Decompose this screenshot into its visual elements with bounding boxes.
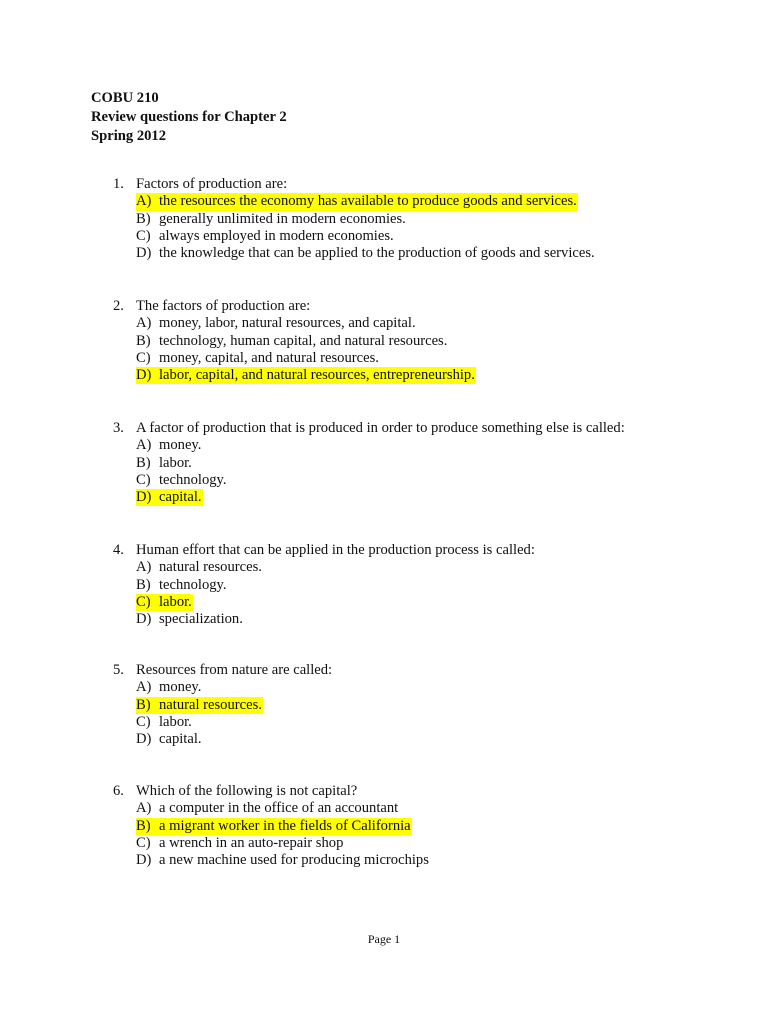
question-2 bbox=[113, 298, 476, 384]
option-list bbox=[136, 679, 332, 748]
option-text: natural resources. bbox=[159, 559, 262, 576]
option-text: a wrench in an auto-repair shop bbox=[159, 834, 344, 851]
question-1 bbox=[113, 176, 596, 262]
option-text: labor. bbox=[159, 713, 192, 730]
option-letter: B) bbox=[136, 696, 151, 713]
question-text: The factors of production are: bbox=[136, 298, 311, 314]
option-text: the resources the economy has available to produce goods and services. bbox=[159, 193, 577, 210]
option-d bbox=[136, 611, 535, 628]
option-a bbox=[136, 437, 625, 454]
option-letter: C) bbox=[136, 227, 151, 244]
document-title: Review questions for Chapter 2 bbox=[91, 109, 287, 125]
option-list bbox=[136, 437, 625, 506]
option-d bbox=[136, 245, 596, 262]
option-text: a migrant worker in the fields of California bbox=[159, 817, 411, 834]
question-number: 1. bbox=[113, 176, 124, 192]
option-text: labor. bbox=[159, 454, 192, 471]
question-text: Resources from nature are called: bbox=[136, 662, 333, 678]
option-text: generally unlimited in modern economies. bbox=[159, 210, 406, 227]
question-number: 4. bbox=[113, 542, 124, 558]
option-letter: D) bbox=[136, 245, 152, 262]
option-letter: B) bbox=[136, 210, 151, 227]
option-letter: D) bbox=[136, 731, 152, 748]
option-letter: D) bbox=[136, 367, 152, 384]
option-a bbox=[136, 679, 332, 696]
option-letter: C) bbox=[136, 713, 151, 730]
option-c bbox=[136, 350, 476, 367]
option-a bbox=[136, 800, 430, 817]
option-text: technology. bbox=[159, 576, 227, 593]
option-text: a computer in the office of an accountant bbox=[159, 800, 399, 817]
option-d bbox=[136, 731, 332, 748]
question-text: Human effort that can be applied in the production process is called: bbox=[136, 542, 535, 558]
option-letter: A) bbox=[136, 193, 152, 210]
option-b bbox=[136, 333, 476, 350]
option-list bbox=[136, 800, 430, 869]
option-b bbox=[136, 211, 596, 228]
question-number: 5. bbox=[113, 662, 124, 678]
option-c bbox=[136, 472, 625, 489]
document-header bbox=[91, 89, 287, 146]
question-4 bbox=[113, 542, 535, 628]
option-c bbox=[136, 594, 535, 611]
option-d bbox=[136, 489, 625, 506]
question-number: 6. bbox=[113, 783, 124, 799]
option-text: money. bbox=[159, 679, 202, 696]
option-letter: B) bbox=[136, 576, 151, 593]
option-text: money, capital, and natural resources. bbox=[159, 349, 379, 366]
option-text: money. bbox=[159, 437, 202, 454]
option-text: the knowledge that can be applied to the production of goods and services. bbox=[159, 245, 595, 262]
option-letter: D) bbox=[136, 852, 152, 869]
option-d bbox=[136, 852, 430, 869]
option-b bbox=[136, 697, 332, 714]
question-5 bbox=[113, 662, 332, 748]
option-c bbox=[136, 835, 430, 852]
option-c bbox=[136, 714, 332, 731]
option-letter: D) bbox=[136, 611, 152, 628]
option-b bbox=[136, 577, 535, 594]
option-b bbox=[136, 818, 430, 835]
course-code: COBU 210 bbox=[91, 90, 159, 106]
option-letter: D) bbox=[136, 489, 152, 506]
option-text: labor, capital, and natural resources, entrepreneurship. bbox=[159, 367, 475, 384]
option-a bbox=[136, 193, 596, 210]
option-letter: A) bbox=[136, 800, 152, 817]
page-number: Page 1 bbox=[367, 932, 401, 946]
question-text: A factor of production that is produced in order to produce something else is called: bbox=[136, 420, 625, 436]
option-letter: B) bbox=[136, 454, 151, 471]
option-text: a new machine used for producing microchips bbox=[159, 852, 429, 869]
option-text: natural resources. bbox=[159, 696, 262, 713]
question-3 bbox=[113, 420, 625, 506]
option-letter: C) bbox=[136, 471, 151, 488]
option-text: specialization. bbox=[159, 611, 243, 628]
question-number: 2. bbox=[113, 298, 124, 314]
option-letter: C) bbox=[136, 349, 151, 366]
option-letter: A) bbox=[136, 315, 152, 332]
question-number: 3. bbox=[113, 420, 124, 436]
option-d bbox=[136, 367, 476, 384]
option-letter: A) bbox=[136, 679, 152, 696]
option-a bbox=[136, 559, 535, 576]
question-6 bbox=[113, 783, 430, 869]
option-text: capital. bbox=[159, 489, 202, 506]
option-text: money, labor, natural resources, and capital. bbox=[159, 315, 416, 332]
option-text: capital. bbox=[159, 731, 202, 748]
option-list bbox=[136, 193, 596, 262]
option-text: technology. bbox=[159, 471, 227, 488]
option-letter: C) bbox=[136, 834, 151, 851]
document-term: Spring 2012 bbox=[91, 128, 167, 144]
option-text: technology, human capital, and natural resources. bbox=[159, 332, 448, 349]
option-letter: A) bbox=[136, 559, 152, 576]
option-text: always employed in modern economies. bbox=[159, 227, 394, 244]
question-text: Factors of production are: bbox=[136, 176, 288, 192]
option-b bbox=[136, 455, 625, 472]
option-letter: A) bbox=[136, 437, 152, 454]
option-a bbox=[136, 315, 476, 332]
option-letter: C) bbox=[136, 593, 151, 610]
option-c bbox=[136, 228, 596, 245]
option-list bbox=[136, 559, 535, 628]
option-list bbox=[136, 315, 476, 384]
option-letter: B) bbox=[136, 332, 151, 349]
option-text: labor. bbox=[159, 593, 192, 610]
option-letter: B) bbox=[136, 817, 151, 834]
question-text: Which of the following is not capital? bbox=[136, 783, 358, 799]
